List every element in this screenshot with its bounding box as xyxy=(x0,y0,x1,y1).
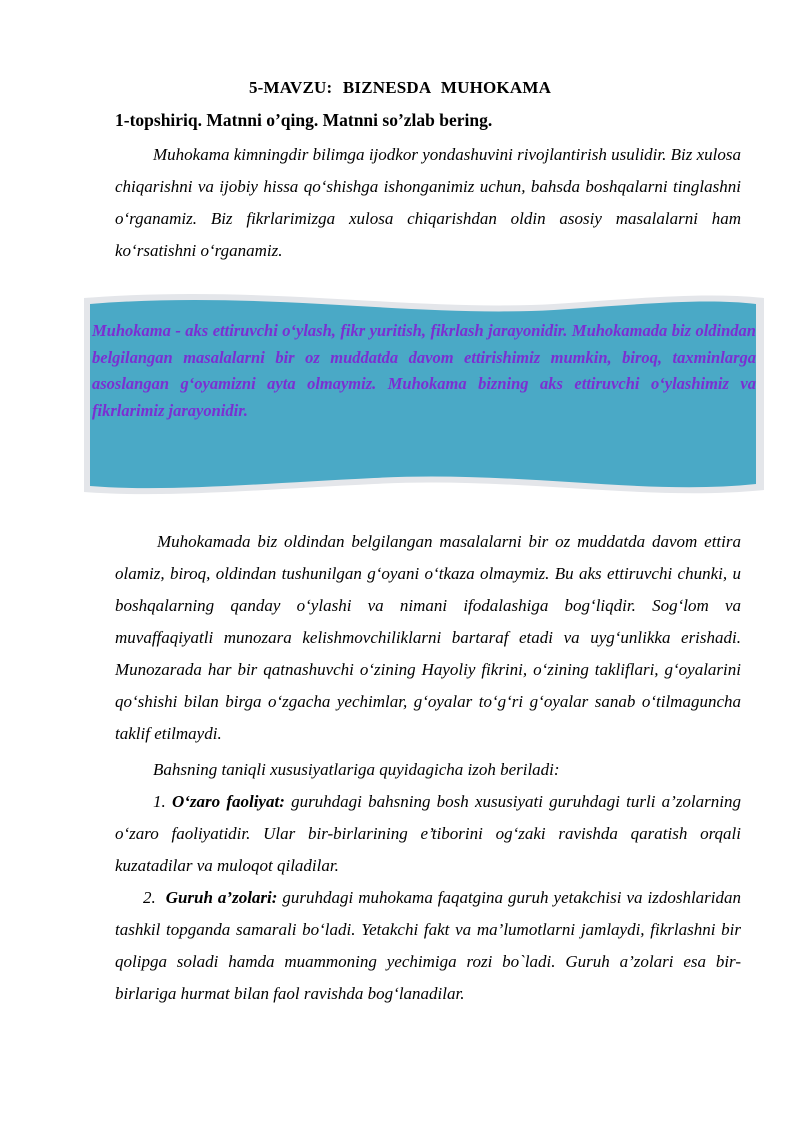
list-item xyxy=(115,786,741,882)
list-item-term: O‘zaro faoliyat: xyxy=(171,792,285,811)
body-paragraph xyxy=(115,526,741,750)
features-intro: Bahsning taniqli xususiyatlariga quyidagicha izoh beriladi: xyxy=(153,760,560,779)
list-item-number: 1. xyxy=(153,792,166,811)
list-item xyxy=(115,882,741,1010)
list-item-text: guruhdagi bahsning bosh xususiyati guruhdagi turli a’zolarning o‘zaro faoliyatidir. Ular bir-birlarining e’tiborini og‘zaki ravishda qaratish orqali kuzatadilar va muloqot qiladilar. xyxy=(115,792,741,875)
list-item-text: guruhdagi muhokama faqatgina guruh yetakchisi va izdoshlaridan tashkil topganda samarali bo‘ladi. Yetakchi fakt va ma’lumotlarni jamlaydi, fikrlashni bir qolipga soladi hamda muammoning yechimiga rozi bo`ladi. Guruh a’zolari esa bir-birlariga hurmat bilan faol ravishda bog‘lanadilar. xyxy=(115,888,742,1003)
intro-paragraph: Muhokama kimningdir bilimga ijodkor yondashuvini rivojlantirish usulidir. Biz xulosa chiqarishni va ijobiy hissa qo‘shishga ishonganimiz uchun, bahsda boshqalarni tinglashni o‘rganamiz. Biz fikrlarimizga xulosa chiqarishdan oldin asosiy masalalarni ham ko‘rsatishni o‘rganamiz. xyxy=(115,145,741,260)
list-item-number: 2. xyxy=(143,888,156,907)
banner-text: Muhokama - aks ettiruvchi o‘ylash, fikr yuritish, fikrlash jarayonidir. Muhokamada biz oldindan belgilangan masalalarni bir oz muddatda davom ettirishimiz mumkin, biroq, taxminlarga asoslangan g‘oyamizni ayta olmaymiz. Muhokama bizning aks ettiruvchi o‘ylashimiz va fikrlarimiz jarayonidir. xyxy=(92,321,756,420)
list-item-term: Guruh a’zolari: xyxy=(165,888,278,907)
body-paragraph-text: Muhokamada biz oldindan belgilangan masalalarni bir oz muddatda davom ettira olamiz, biroq, oldindan tushunilgan g‘oyani o‘tkaza olmaymiz. Bu aks ettiruvchi chunki, u boshqalarning qanday o‘ylashi va nimani ifodalashiga bog‘liqdir. Sog‘lom va muvaffaqiyatli munozara kelishmovchiliklarni bartaraf etadi va uyg‘unlikka erishadi. Munozarada har bir qatnashuvchi o‘zining Hayoliy fikrini, o‘zining takliflari, g‘oyalarini qo‘shishi bilan birga o‘zgacha yechimlar, g‘oyalar to‘g‘ri g‘oyalar sanab o‘tilmaguncha taklif etilmaydi. xyxy=(115,532,741,743)
page-title: 5-MAVZU: BIZNESDA MUHOKAMA xyxy=(248,78,552,97)
task-heading: 1-topshiriq. Matnni o’qing. Matnni so’zlab bering. xyxy=(115,110,493,130)
